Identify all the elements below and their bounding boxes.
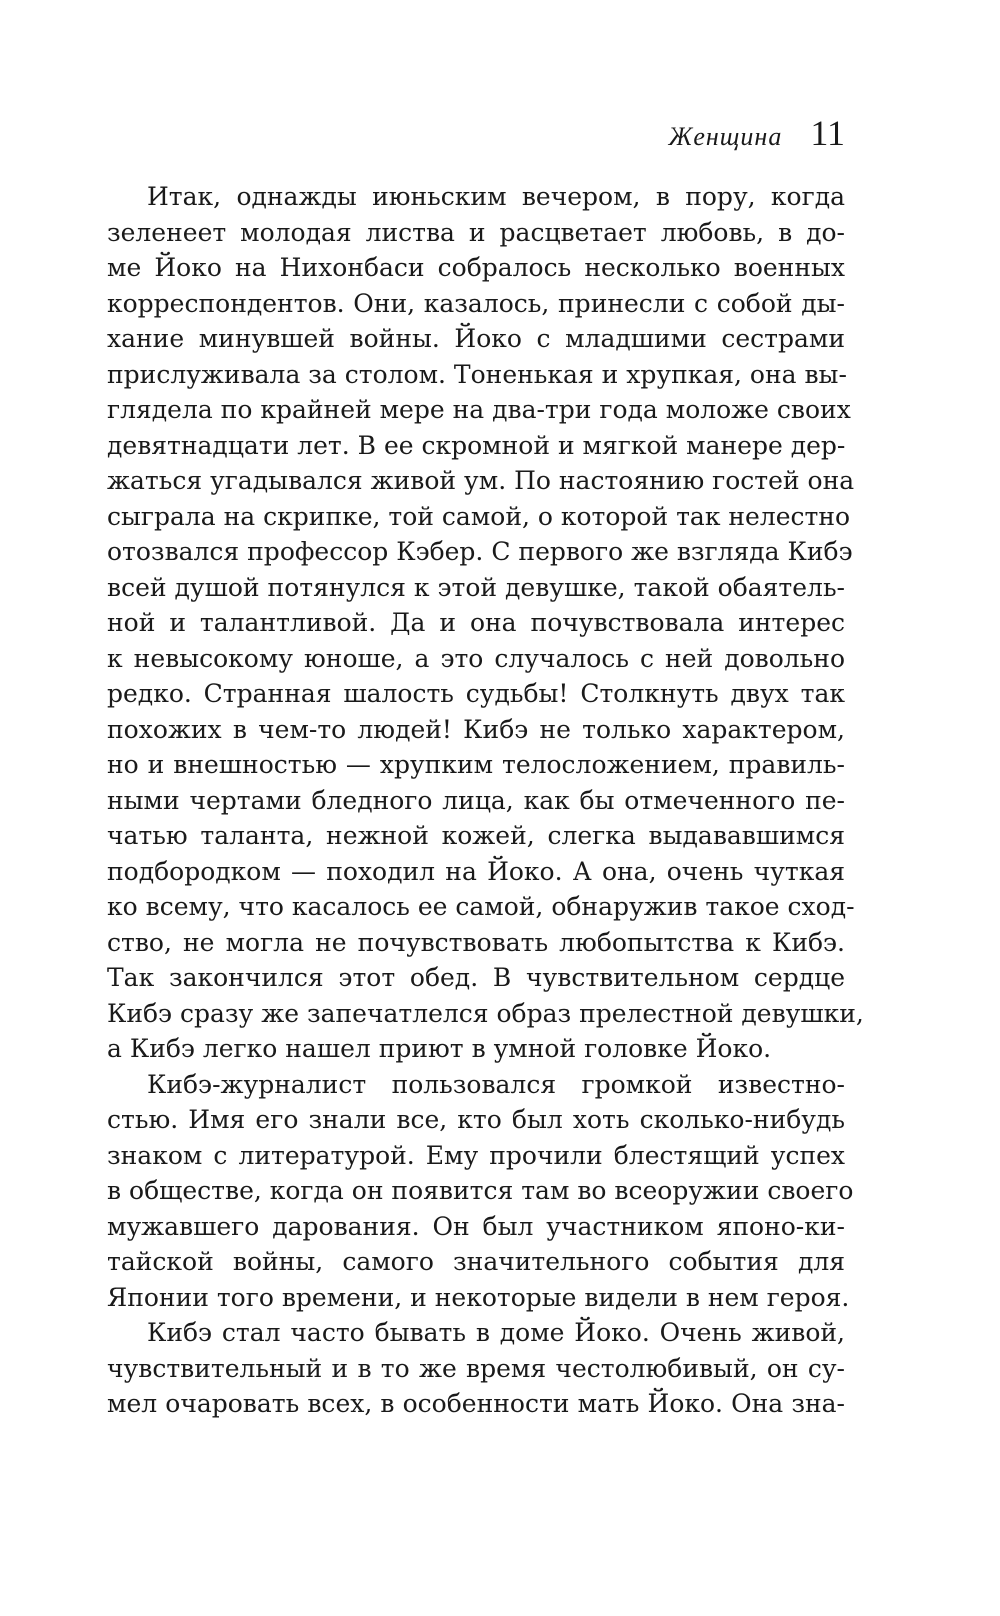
text-line: хание минувшей войны. Йоко с младшими сестрами [107,324,845,353]
text-line: знаком с литературой. Ему прочили блестящий успех [107,1140,845,1170]
text-line: девятнадцати лет. В ее скромной и мягкой манере дер- [107,430,846,460]
text-line: Японии того времени, и некоторые видели в нем героя. [107,1282,850,1312]
text-line: сыграла на скрипке, той самой, о которой так нелестно [107,501,851,531]
text-line: чувствительный и в то же время честолюбивый, он су- [107,1353,845,1383]
text-line: отозвался профессор Кэбер. С первого же взгляда Кибэ [107,537,853,566]
text-line: прислуживала за столом. Тоненькая и хрупкая, она вы- [107,359,847,389]
text-line: Кибэ-журналист пользовался громкой известно- [147,1069,845,1099]
paragraph-3 [107,1315,845,1422]
text-line: похожих в чем-то людей! Кибэ не только характером, [107,714,845,744]
text-line: ными чертами бледного лица, как бы отмеченного пе- [107,785,845,815]
text-line: глядела по крайней мере на два-три года моложе своих [107,395,851,424]
text-line: Кибэ сразу же запечатлелся образ прелестной девушки, [107,998,864,1028]
text-line: жаться угадывался живой ум. По настоянию гостей она [107,466,855,495]
paragraph-1 [107,179,864,1067]
text-line: зеленеет молодая листва и расцветает любовь, в до- [107,217,845,247]
text-line: подбородком — походил на Йоко. А она, очень чуткая [107,856,845,886]
text-line: Итак, однажды июньским вечером, в пору, когда [147,182,845,211]
body-text [107,179,864,1422]
text-line: ной и талантливой. Да и она почувствовала интерес [107,608,845,637]
text-line: ме Йоко на Нихонбаси собралось несколько военных [107,253,845,282]
text-line: а Кибэ легко нашел приют в умной головке Йоко. [107,1034,772,1063]
text-line: Кибэ стал часто бывать в доме Йоко. Очень живой, [147,1318,845,1347]
text-line: но и внешностью — хрупким телосложением, правиль- [107,750,845,779]
text-line: в обществе, когда он появится там во всеоружии своего [107,1176,854,1205]
text-line: всей душой потянулся к этой девушке, такой обаятель- [107,572,845,602]
text-line: к невысокому юноше, а это случалось с ней довольно [107,643,845,673]
text-line: тайской войны, самого значительного события для [107,1247,845,1276]
text-line: мужавшего дарования. Он был участником японо-ки- [107,1211,845,1241]
running-head [669,112,845,160]
text-line: Так закончился этот обед. В чувствительном сердце [107,963,845,992]
page-number: 11 [810,113,845,153]
text-line: мел очаровать всех, в особенности мать Йоко. Она зна- [107,1389,845,1418]
text-line: чатью таланта, нежной кожей, слегка выдававшимся [107,821,845,850]
text-line: корреспондентов. Они, казалось, принесли с собой ды- [107,288,845,318]
text-line: ко всему, что касалось ее самой, обнаружив такое сход- [107,892,855,921]
running-title: Женщина [668,122,783,151]
text-line: ство, не могла не почувствовать любопытства к Кибэ. [107,927,845,957]
text-line: стью. Имя его знали все, кто был хоть сколько-нибудь [107,1105,845,1134]
text-line: редко. Странная шалость судьбы! Столкнуть двух так [107,679,845,708]
paragraph-2 [107,1067,854,1316]
